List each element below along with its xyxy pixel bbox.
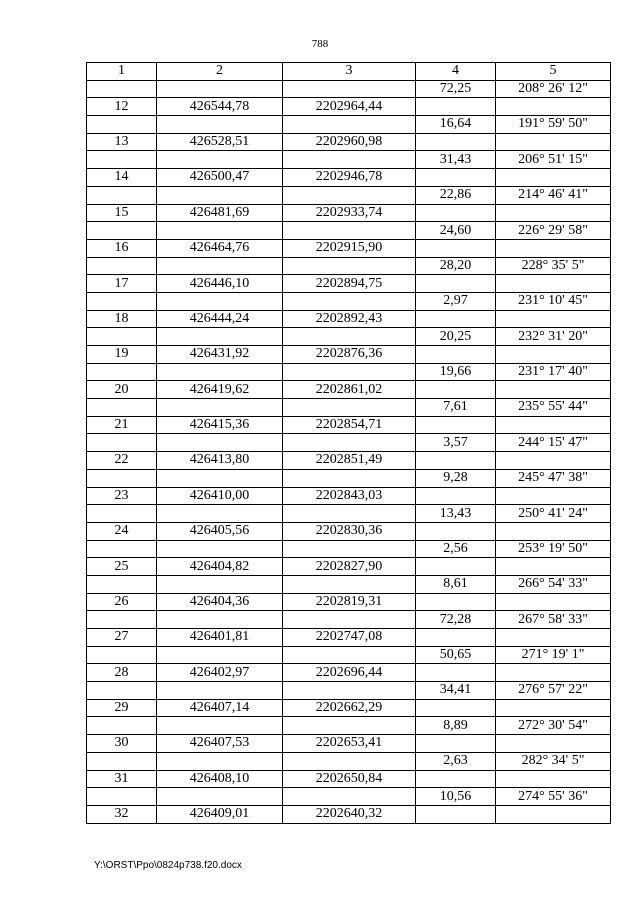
bearing-cell	[496, 805, 611, 823]
length-cell: 2,97	[416, 292, 496, 310]
bearing-cell: 231° 10' 45"	[496, 292, 611, 310]
bearing-cell: 206° 51' 15"	[496, 151, 611, 169]
column-header: 4	[416, 63, 496, 81]
point-row	[87, 558, 611, 576]
y-coordinate	[283, 222, 416, 240]
x-coordinate	[157, 80, 283, 98]
point-number	[87, 752, 157, 770]
point-row	[87, 416, 611, 434]
length-cell	[416, 169, 496, 187]
y-coordinate: 2202946,78	[283, 169, 416, 187]
length-cell	[416, 381, 496, 399]
y-coordinate: 2202960,98	[283, 133, 416, 151]
bearing-cell	[496, 239, 611, 257]
segment-row	[87, 186, 611, 204]
length-cell	[416, 770, 496, 788]
bearing-cell	[496, 133, 611, 151]
length-cell	[416, 98, 496, 116]
x-coordinate: 426419,62	[157, 381, 283, 399]
point-number: 14	[87, 169, 157, 187]
y-coordinate	[283, 363, 416, 381]
length-cell: 50,65	[416, 646, 496, 664]
y-coordinate: 2202933,74	[283, 204, 416, 222]
bearing-cell	[496, 522, 611, 540]
bearing-cell: 271° 19' 1"	[496, 646, 611, 664]
point-number: 26	[87, 593, 157, 611]
bearing-cell: 274° 55' 36"	[496, 788, 611, 806]
bearing-cell	[496, 381, 611, 399]
point-row	[87, 381, 611, 399]
x-coordinate: 426528,51	[157, 133, 283, 151]
point-number	[87, 469, 157, 487]
x-coordinate	[157, 469, 283, 487]
point-number	[87, 116, 157, 134]
bearing-cell	[496, 558, 611, 576]
segment-row	[87, 116, 611, 134]
length-cell: 9,28	[416, 469, 496, 487]
point-row	[87, 699, 611, 717]
length-cell: 72,25	[416, 80, 496, 98]
x-coordinate: 426408,10	[157, 770, 283, 788]
length-cell: 72,28	[416, 611, 496, 629]
segment-row	[87, 682, 611, 700]
y-coordinate: 2202819,31	[283, 593, 416, 611]
point-row	[87, 770, 611, 788]
length-cell: 7,61	[416, 399, 496, 417]
x-coordinate: 426464,76	[157, 239, 283, 257]
point-number	[87, 363, 157, 381]
point-number	[87, 222, 157, 240]
x-coordinate	[157, 116, 283, 134]
y-coordinate: 2202640,32	[283, 805, 416, 823]
point-number: 29	[87, 699, 157, 717]
point-number	[87, 328, 157, 346]
segment-row	[87, 469, 611, 487]
x-coordinate	[157, 363, 283, 381]
x-coordinate	[157, 186, 283, 204]
bearing-cell: 214° 46' 41"	[496, 186, 611, 204]
x-coordinate: 426431,92	[157, 346, 283, 364]
point-number: 31	[87, 770, 157, 788]
table-header-row	[87, 63, 611, 81]
length-cell: 8,61	[416, 575, 496, 593]
length-cell	[416, 522, 496, 540]
y-coordinate	[283, 328, 416, 346]
y-coordinate	[283, 505, 416, 523]
bearing-cell: 253° 19' 50"	[496, 540, 611, 558]
point-row	[87, 735, 611, 753]
x-coordinate	[157, 682, 283, 700]
y-coordinate	[283, 399, 416, 417]
y-coordinate	[283, 434, 416, 452]
bearing-cell	[496, 169, 611, 187]
x-coordinate	[157, 151, 283, 169]
point-number	[87, 540, 157, 558]
length-cell: 16,64	[416, 116, 496, 134]
x-coordinate	[157, 292, 283, 310]
segment-row	[87, 788, 611, 806]
length-cell	[416, 239, 496, 257]
point-number	[87, 505, 157, 523]
bearing-cell: 276° 57' 22"	[496, 682, 611, 700]
x-coordinate: 426410,00	[157, 487, 283, 505]
point-number: 16	[87, 239, 157, 257]
point-number: 13	[87, 133, 157, 151]
y-coordinate	[283, 646, 416, 664]
bearing-cell	[496, 452, 611, 470]
segment-row	[87, 575, 611, 593]
point-number: 22	[87, 452, 157, 470]
bearing-cell	[496, 664, 611, 682]
y-coordinate: 2202653,41	[283, 735, 416, 753]
point-number: 32	[87, 805, 157, 823]
x-coordinate	[157, 646, 283, 664]
x-coordinate	[157, 575, 283, 593]
bearing-cell: 191° 59' 50"	[496, 116, 611, 134]
bearing-cell: 282° 34' 5"	[496, 752, 611, 770]
segment-row	[87, 292, 611, 310]
x-coordinate	[157, 399, 283, 417]
y-coordinate: 2202662,29	[283, 699, 416, 717]
point-number	[87, 399, 157, 417]
length-cell: 2,56	[416, 540, 496, 558]
point-number: 24	[87, 522, 157, 540]
y-coordinate	[283, 186, 416, 204]
segment-row	[87, 505, 611, 523]
x-coordinate	[157, 257, 283, 275]
column-header: 2	[157, 63, 283, 81]
length-cell: 2,63	[416, 752, 496, 770]
y-coordinate	[283, 682, 416, 700]
length-cell: 10,56	[416, 788, 496, 806]
bearing-cell: 266° 54' 33"	[496, 575, 611, 593]
segment-row	[87, 717, 611, 735]
point-row	[87, 310, 611, 328]
bearing-cell: 245° 47' 38"	[496, 469, 611, 487]
length-cell	[416, 133, 496, 151]
y-coordinate	[283, 80, 416, 98]
y-coordinate: 2202915,90	[283, 239, 416, 257]
length-cell: 8,89	[416, 717, 496, 735]
x-coordinate	[157, 328, 283, 346]
x-coordinate: 426407,53	[157, 735, 283, 753]
length-cell	[416, 416, 496, 434]
segment-row	[87, 434, 611, 452]
y-coordinate: 2202876,36	[283, 346, 416, 364]
point-number: 20	[87, 381, 157, 399]
length-cell	[416, 805, 496, 823]
length-cell: 20,25	[416, 328, 496, 346]
x-coordinate: 426415,36	[157, 416, 283, 434]
point-row	[87, 664, 611, 682]
y-coordinate: 2202827,90	[283, 558, 416, 576]
column-header: 3	[283, 63, 416, 81]
point-number: 17	[87, 275, 157, 293]
bearing-cell: 235° 55' 44"	[496, 399, 611, 417]
point-number: 25	[87, 558, 157, 576]
point-row	[87, 452, 611, 470]
point-row	[87, 133, 611, 151]
segment-row	[87, 222, 611, 240]
x-coordinate: 426402,97	[157, 664, 283, 682]
point-row	[87, 346, 611, 364]
x-coordinate	[157, 752, 283, 770]
bearing-cell: 208° 26' 12"	[496, 80, 611, 98]
y-coordinate: 2202696,44	[283, 664, 416, 682]
x-coordinate: 426407,14	[157, 699, 283, 717]
length-cell	[416, 558, 496, 576]
coordinates-table	[86, 62, 611, 824]
length-cell: 28,20	[416, 257, 496, 275]
x-coordinate: 426404,82	[157, 558, 283, 576]
segment-row	[87, 257, 611, 275]
bearing-cell	[496, 416, 611, 434]
segment-row	[87, 363, 611, 381]
bearing-cell	[496, 593, 611, 611]
length-cell: 13,43	[416, 505, 496, 523]
y-coordinate: 2202964,44	[283, 98, 416, 116]
y-coordinate	[283, 575, 416, 593]
x-coordinate: 426446,10	[157, 275, 283, 293]
y-coordinate: 2202854,71	[283, 416, 416, 434]
x-coordinate: 426481,69	[157, 204, 283, 222]
point-number: 28	[87, 664, 157, 682]
y-coordinate	[283, 151, 416, 169]
point-row	[87, 98, 611, 116]
bearing-cell: 228° 35' 5"	[496, 257, 611, 275]
segment-row	[87, 80, 611, 98]
point-row	[87, 169, 611, 187]
x-coordinate: 426413,80	[157, 452, 283, 470]
x-coordinate: 426500,47	[157, 169, 283, 187]
point-number	[87, 80, 157, 98]
y-coordinate: 2202851,49	[283, 452, 416, 470]
point-number: 18	[87, 310, 157, 328]
y-coordinate: 2202861,02	[283, 381, 416, 399]
x-coordinate: 426401,81	[157, 629, 283, 647]
length-cell: 19,66	[416, 363, 496, 381]
length-cell: 3,57	[416, 434, 496, 452]
y-coordinate	[283, 788, 416, 806]
y-coordinate	[283, 611, 416, 629]
length-cell: 24,60	[416, 222, 496, 240]
x-coordinate	[157, 540, 283, 558]
point-number	[87, 611, 157, 629]
y-coordinate	[283, 540, 416, 558]
segment-row	[87, 399, 611, 417]
point-row	[87, 629, 611, 647]
point-row	[87, 593, 611, 611]
point-number	[87, 682, 157, 700]
y-coordinate: 2202747,08	[283, 629, 416, 647]
point-number: 19	[87, 346, 157, 364]
bearing-cell	[496, 98, 611, 116]
table-body	[87, 80, 611, 823]
segment-row	[87, 611, 611, 629]
bearing-cell: 272° 30' 54"	[496, 717, 611, 735]
segment-row	[87, 752, 611, 770]
y-coordinate	[283, 116, 416, 134]
point-row	[87, 487, 611, 505]
bearing-cell	[496, 346, 611, 364]
bearing-cell: 226° 29' 58"	[496, 222, 611, 240]
bearing-cell: 231° 17' 40"	[496, 363, 611, 381]
segment-row	[87, 646, 611, 664]
bearing-cell	[496, 275, 611, 293]
x-coordinate: 426544,78	[157, 98, 283, 116]
point-number	[87, 788, 157, 806]
segment-row	[87, 151, 611, 169]
point-number	[87, 186, 157, 204]
length-cell	[416, 699, 496, 717]
bearing-cell: 267° 58' 33"	[496, 611, 611, 629]
x-coordinate	[157, 222, 283, 240]
point-number	[87, 151, 157, 169]
x-coordinate: 426444,24	[157, 310, 283, 328]
y-coordinate: 2202650,84	[283, 770, 416, 788]
point-number	[87, 646, 157, 664]
segment-row	[87, 328, 611, 346]
point-number	[87, 434, 157, 452]
column-header: 1	[87, 63, 157, 81]
y-coordinate: 2202843,03	[283, 487, 416, 505]
bearing-cell: 232° 31' 20"	[496, 328, 611, 346]
point-number	[87, 575, 157, 593]
bearing-cell: 250° 41' 24"	[496, 505, 611, 523]
y-coordinate	[283, 292, 416, 310]
point-row	[87, 275, 611, 293]
x-coordinate	[157, 717, 283, 735]
y-coordinate: 2202830,36	[283, 522, 416, 540]
point-number	[87, 292, 157, 310]
point-number: 27	[87, 629, 157, 647]
x-coordinate	[157, 434, 283, 452]
bearing-cell: 244° 15' 47"	[496, 434, 611, 452]
length-cell	[416, 593, 496, 611]
point-number: 15	[87, 204, 157, 222]
length-cell: 34,41	[416, 682, 496, 700]
x-coordinate: 426409,01	[157, 805, 283, 823]
bearing-cell	[496, 699, 611, 717]
x-coordinate	[157, 611, 283, 629]
length-cell	[416, 310, 496, 328]
y-coordinate	[283, 257, 416, 275]
point-number	[87, 257, 157, 275]
point-number: 30	[87, 735, 157, 753]
point-number	[87, 717, 157, 735]
length-cell	[416, 346, 496, 364]
column-header: 5	[496, 63, 611, 81]
y-coordinate	[283, 717, 416, 735]
length-cell: 22,86	[416, 186, 496, 204]
point-number: 21	[87, 416, 157, 434]
point-number: 12	[87, 98, 157, 116]
length-cell	[416, 629, 496, 647]
point-row	[87, 239, 611, 257]
bearing-cell	[496, 735, 611, 753]
y-coordinate	[283, 752, 416, 770]
footer-file-path: Y:\ORST\Ppo\0824p738.f20.docx	[94, 860, 242, 871]
point-row	[87, 522, 611, 540]
length-cell	[416, 452, 496, 470]
page-number: 788	[311, 38, 329, 50]
length-cell	[416, 735, 496, 753]
length-cell	[416, 664, 496, 682]
bearing-cell	[496, 770, 611, 788]
length-cell	[416, 204, 496, 222]
bearing-cell	[496, 629, 611, 647]
length-cell: 31,43	[416, 151, 496, 169]
y-coordinate: 2202894,75	[283, 275, 416, 293]
point-row	[87, 204, 611, 222]
point-row	[87, 805, 611, 823]
x-coordinate: 426404,36	[157, 593, 283, 611]
x-coordinate	[157, 788, 283, 806]
bearing-cell	[496, 310, 611, 328]
length-cell	[416, 487, 496, 505]
segment-row	[87, 540, 611, 558]
bearing-cell	[496, 487, 611, 505]
y-coordinate	[283, 469, 416, 487]
x-coordinate: 426405,56	[157, 522, 283, 540]
point-number: 23	[87, 487, 157, 505]
bearing-cell	[496, 204, 611, 222]
length-cell	[416, 275, 496, 293]
y-coordinate: 2202892,43	[283, 310, 416, 328]
x-coordinate	[157, 505, 283, 523]
